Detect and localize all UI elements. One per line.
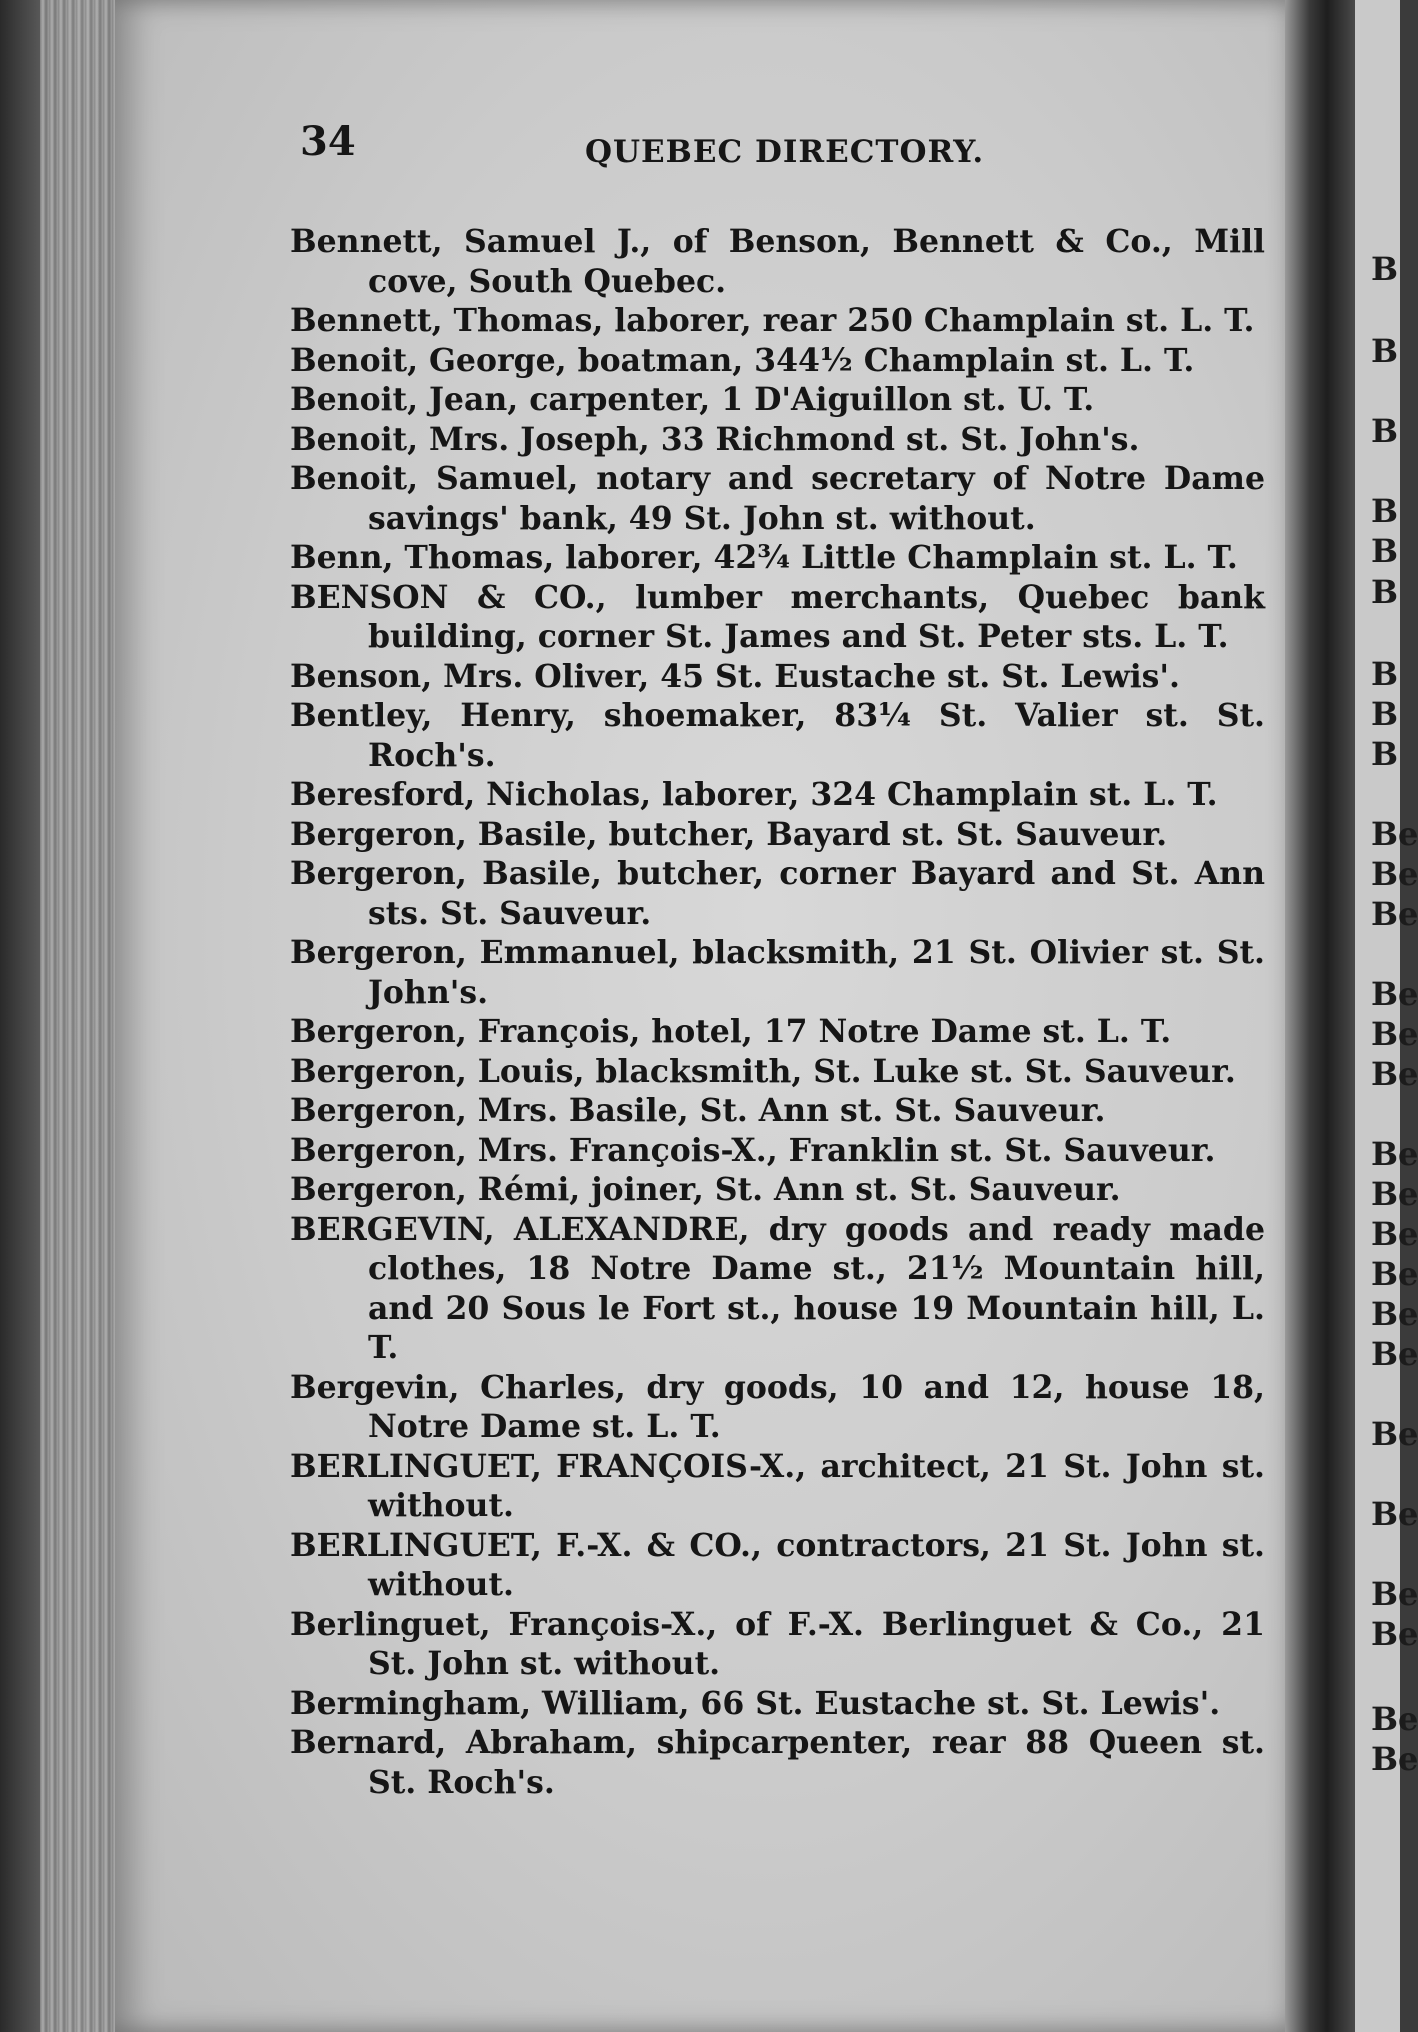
- adjacent-page-fragment: Be: [1371, 1255, 1418, 1293]
- adjacent-page-fragment: Be: [1371, 1575, 1418, 1613]
- adjacent-page-fragment: B: [1371, 735, 1399, 773]
- directory-entry: Berlinguet, François-X., of F.-X. Berlinguet & Co., 21 St. John st. without.: [290, 1605, 1265, 1682]
- directory-entry: Bernard, Abraham, shipcarpenter, rear 88 Queen st. St. Roch's.: [290, 1724, 1265, 1801]
- directory-entry: BERLINGUET, F.-X. & CO., contractors, 21 St. John st. without.: [290, 1526, 1265, 1603]
- directory-entry: Bennett, Samuel J., of Benson, Bennett & Co., Mill cove, South Quebec.: [290, 223, 1265, 300]
- adjacent-page-fragment: Be: [1371, 1055, 1418, 1093]
- directory-entry: Bennett, Thomas, laborer, rear 250 Champlain st. L. T.: [290, 302, 1255, 339]
- adjacent-page-fragment: Be: [1371, 1495, 1418, 1533]
- adjacent-page-fragment: Be: [1371, 975, 1418, 1013]
- adjacent-page-fragment: B: [1371, 412, 1399, 450]
- adjacent-page-fragment: Be: [1371, 1415, 1418, 1453]
- adjacent-page-fragment: B: [1371, 695, 1399, 733]
- directory-entry: Bergeron, Louis, blacksmith, St. Luke st. St. Sauveur.: [290, 1052, 1236, 1090]
- running-head: QUEBEC DIRECTORY.: [585, 134, 985, 170]
- directory-entry: Bergeron, Emmanuel, blacksmith, 21 St. Olivier st. St. John's.: [290, 934, 1265, 1011]
- adjacent-page-fragment: Be: [1371, 1700, 1418, 1738]
- adjacent-page-fragment: B: [1371, 573, 1399, 611]
- adjacent-page-fragment: Be: [1371, 895, 1418, 933]
- adjacent-page-fragment: Be: [1371, 1615, 1418, 1653]
- adjacent-page-fragment: Be: [1371, 1135, 1418, 1173]
- adjacent-page-fragment: Be: [1371, 815, 1418, 853]
- directory-entry: Benoit, George, boatman, 344½ Champlain st. L. T.: [290, 341, 1195, 379]
- adjacent-page-fragment: B: [1371, 492, 1399, 530]
- adjacent-page-fragment: B: [1371, 332, 1399, 370]
- directory-entry: Bergeron, Basile, butcher, Bayard st. St. Sauveur.: [290, 815, 1168, 853]
- adjacent-page-edge: [1355, 0, 1418, 2032]
- adjacent-page-fragment: B: [1371, 655, 1399, 693]
- adjacent-page-fragment: Be: [1371, 1175, 1418, 1213]
- directory-entry: BERGEVIN, ALEXANDRE, dry goods and ready made clothes, 18 Notre Dame st., 21½ Mountain hill, and 20 Sous le Fort st., house 19 Mountain hill, L. T.: [290, 1210, 1265, 1366]
- book-gutter: [1285, 0, 1355, 2032]
- adjacent-page-fragment: B: [1371, 250, 1399, 288]
- directory-entry: Bergeron, Mrs. François-X., Franklin st. St. Sauveur.: [290, 1131, 1216, 1169]
- directory-entry: Benoit, Mrs. Joseph, 33 Richmond st. St. John's.: [290, 420, 1140, 458]
- directory-entry: Benoit, Samuel, notary and secretary of Notre Dame savings' bank, 49 St. John st. without.: [290, 460, 1265, 537]
- page-number: 34: [300, 118, 356, 165]
- directory-entry: Benn, Thomas, laborer, 42¾ Little Champlain st. L. T.: [290, 539, 1238, 576]
- adjacent-page-fragment: B: [1371, 532, 1399, 570]
- adjacent-page-fragment: Be: [1371, 1335, 1418, 1373]
- adjacent-page-fragment: Be: [1371, 1015, 1418, 1053]
- directory-entry: Bergeron, Rémi, joiner, St. Ann st. St. Sauveur.: [290, 1171, 1121, 1208]
- directory-entry: Bergeron, Basile, butcher, corner Bayard and St. Ann sts. St. Sauveur.: [290, 855, 1265, 932]
- directory-entry: Bergeron, Mrs. Basile, St. Ann st. St. Sauveur.: [290, 1092, 1106, 1129]
- directory-entry: Bergevin, Charles, dry goods, 10 and 12, house 18, Notre Dame st. L. T.: [290, 1368, 1265, 1445]
- adjacent-page-fragment: Be: [1371, 855, 1418, 893]
- adjacent-page-fragment: Be: [1371, 1740, 1418, 1778]
- directory-entry: BENSON & CO., lumber merchants, Quebec bank building, corner St. James and St. Peter sts. L. T.: [290, 578, 1265, 655]
- directory-entry: Beresford, Nicholas, laborer, 324 Champlain st. L. T.: [290, 776, 1218, 813]
- directory-entries: [290, 222, 1265, 1802]
- directory-entry: Bergeron, François, hotel, 17 Notre Dame st. L. T.: [290, 1013, 1172, 1050]
- directory-entry: Bentley, Henry, shoemaker, 83¼ St. Valier st. St. Roch's.: [290, 697, 1265, 774]
- adjacent-page-fragment: Be: [1371, 1215, 1418, 1253]
- directory-entry: Bermingham, William, 66 St. Eustache st. St. Lewis'.: [290, 1684, 1221, 1722]
- adjacent-page-fragment: Be: [1371, 1295, 1418, 1333]
- directory-entry: BERLINGUET, FRANÇOIS-X., architect, 21 St. John st. without.: [290, 1447, 1265, 1524]
- directory-entry: Benson, Mrs. Oliver, 45 St. Eustache st. St. Lewis'.: [290, 657, 1181, 695]
- directory-entry: Benoit, Jean, carpenter, 1 D'Aiguillon st. U. T.: [290, 381, 1095, 418]
